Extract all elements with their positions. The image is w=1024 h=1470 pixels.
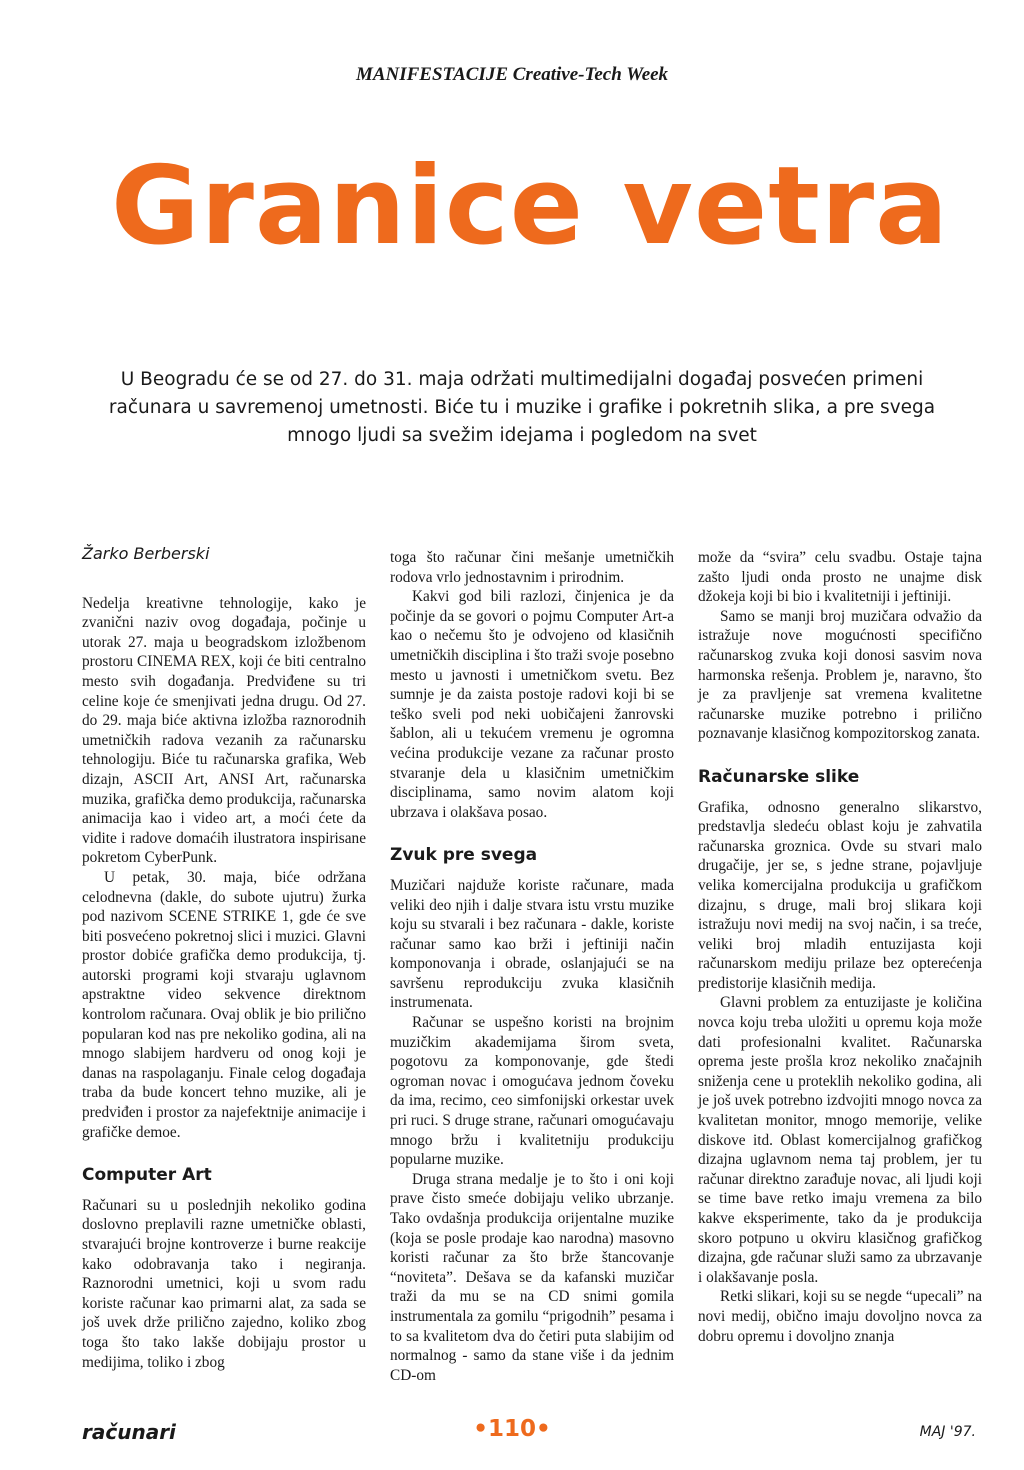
paragraph: Računar se uspešno koristi na brojnim muzičkim akademijama širom sveta, pogotovu za komponovanje, gde štedi ogroman novac i omogućava jednom čoveku da ima, recimo, ceo simfonijski orkestar uvek pri ruci. S druge strane, računari omogućavaju mnogo bržu i kvalitetniju produkciju popularne muzike.: [390, 1014, 674, 1169]
paragraph: Muzičari najduže koriste računare, mada veliki deo njih i dalje stvara istu vrstu muzike koju su stvarali i bez računara - dakle, koriste računar samo kao brži i jeftiniji način komponovanja i obrade, oslanjajući se na savršenu reprodukciju zvuka klasičnih instrumenata.: [390, 876, 674, 1012]
subheading: Computer Art: [82, 1165, 212, 1186]
paragraph: Kakvi god bili razlozi, činjenica je da počinje da se govori o pojmu Computer Art-a kao o nečemu što je odvojeno od klasičnih umetničkih disciplina i što traži svoje posebno mesto u javnosti i umetničkom svetu. Bez sumnje je da zaista postoje radovi koji bi se teško sveli pod neki uobičajeni žanrovski šablon, ali u tekućem vremenu je ogromna većina produkcije vezane za računar prosto stvaranje dela u klasičnim umetničkim disciplinama, samo novim alatom koji ubrzava i olakšava posao.: [390, 588, 674, 821]
section-header: MANIFESTACIJE Creative-Tech Week: [355, 64, 669, 85]
column-3: [698, 548, 982, 1346]
article-lead: U Beogradu će se od 27. do 31. maja održati multimedijalni događaj posvećen primeni računara u savremenoj umetnosti. Biće tu i muzike i grafike i pokretnih slika, a pre svega mnogo ljudi sa svežim idejama i pogledom na svet: [108, 369, 936, 446]
paragraph: Druga strana medalje je to što i oni koji prave čisto smeće dobijaju veliko ubrzanje. Tako ovdašnja produkcija orijentalne muzike (koja se posle prodaje kao narodna) masovno koristi računar za što brže štancovanje “noviteta”. Dešava se da kafanski muzičar traži da mu se na CD snimi gomila instrumentala za gomilu “prigodnih” pesama i to sa kvalitetom dva do četiri puta slabijim od normalnog - samo da stane više i da jednim CD-om: [390, 1170, 674, 1384]
magazine-name: računari: [82, 1420, 176, 1444]
paragraph: Glavni problem za entuzijaste je količina novca koju treba uložiti u opremu koja može dati profesionalni kvalitet. Računarska oprema jeste prošla kroz nekoliko značajnih sniženja cene u proteklih nekoliko godina, ali je još uvek potrebno izdvojiti mnogo novca za kvalitetan monitor, mnogo memorije, velike diskove itd. Oblast komercijalnog grafičkog dizajna uglavnom nema taj problem, jer tu računar direktno zarađuje novac, ali ljudi koji se time bave retko imaju vremena za bilo kakve eksperimente, tako da je produkcija skoro potpuno u okviru klasičnog grafičkog dizajna, gde računar služi samo za ubrzavanje i olakšavanje posla.: [698, 994, 982, 1286]
author-byline: Žarko Berberski: [82, 544, 210, 563]
page-number: •110•: [473, 1416, 551, 1442]
subheading: Zvuk pre svega: [390, 845, 538, 866]
paragraph: Nedelja kreativne tehnologije, kako je zvanični naziv ovog događaja, počinje u utorak 27. maja u beogradskom izložbenom prostoru CINEMA REX, koji će biti centralno mesto svih događanja. Predviđene su tri celine koje će smenjivati jedna drugu. Od 27. do 29. maja biće aktivna izložba raznorodnih umetničkih radova vezanih za računarsku tehnologiju. Biće tu računarska grafika, Web dizajn, ASCII Art, ANSI Art, računarska muzika, grafička demo produkcija, računarska animacija kao i video art, a moći ćete da vidite i radove domaćih ilustratora inspirisane pokretom CyberPunk.: [82, 594, 366, 867]
paragraph: Samo se manji broj muzičara odvažio da istražuje nove mogućnosti specifično računarskog zvuka koji donosi sasvim nova harmonska rešenja. Problem je, naravno, što je za pravljenje sat vremena kvalitetne računarske muzike potrebno i prilično poznavanje klasičnog kompozitorskog zanata.: [698, 607, 982, 743]
article-title: Granice vetra: [111, 144, 949, 269]
paragraph: Grafika, odnosno generalno slikarstvo, predstavlja sledeću oblast koju je zahvatila računarska groznica. Ovde su stvari malo drugačije, jer se, s jedne strane, pojavljuje velika komercijalna produkcija u grafičkom dizajnu, s druge, mali broj slikara koji istražuju novi medij na svoj način, i sa treće, veliki broj mladih entuzijasta koji računarskom mediju prilaze bez opterećenja predistorije klasičnih medija.: [698, 798, 982, 992]
column-2: [390, 548, 674, 1385]
issue-date: MAJ '97.: [919, 1424, 976, 1440]
paragraph: Retki slikari, koji su se negde “upecali” na novi medij, obično imaju dovoljno novca za dobru opremu i dovoljno znanja: [698, 1288, 982, 1345]
paragraph: Računari su u poslednjih nekoliko godina doslovno preplavili razne umetničke oblasti, stvarajući brojne kontroverze i burne reakcije kako odobravanja tako i negiranja. Raznorodni umetnici, koji u svom radu koriste računar kao primarni alat, za sada se još uvek drže prilično zajedno, koliko zbog toga što tako lakše dobijaju prostor u medijima, toliko i zbog: [82, 1196, 366, 1371]
subheading: Računarske slike: [698, 766, 860, 787]
paragraph: može da “svira” celu svadbu. Ostaje tajna zašto ljudi onda prosto ne unajme disk džokeja koji bi bio i kvalitetniji i jeftiniji.: [698, 549, 982, 606]
paragraph: toga što računar čini mešanje umetničkih rodova vrlo jednostavnim i prirodnim.: [390, 549, 674, 586]
paragraph: U petak, 30. maja, biće održana celodnevna (dakle, do subote ujutru) žurka pod nazivom SCENE STRIKE 1, gde će sve biti posvećeno pokretnoj slici i muzici. Glavni prostor dobiće grafička demo produkcija, tj. autorski programi koji stvaraju uglavnom apstraktne video sekvence direktnom kontrolom računara. Ovaj oblik je bio prilično popularan kod nas pre nekoliko godina, ali na mnogo slabijem hardveru od onog koji je danas na raspolaganju. Finale celog događaja traba da bude koncert tehno muzike, ali je predviđen i prostor za najefektnije animacije i grafičke demoe.: [82, 868, 366, 1141]
column-1: [82, 544, 366, 1372]
